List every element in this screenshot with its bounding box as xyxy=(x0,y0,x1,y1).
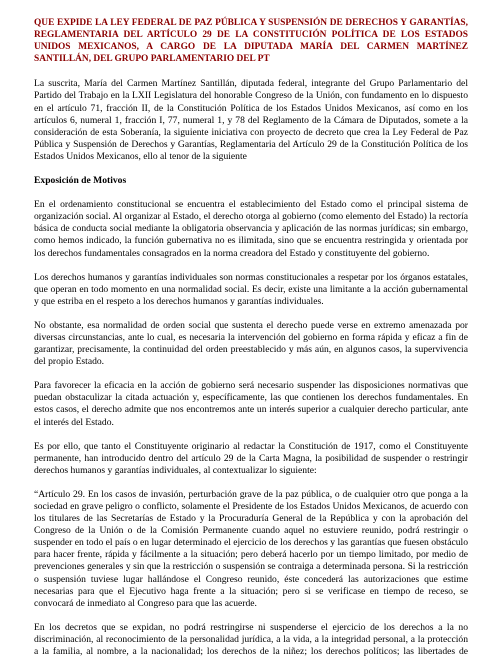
intro-paragraph: La suscrita, María del Carmen Martínez Santillán, diputada federal, integrante del Grupo Parlamentario del Partido del Trabajo en la LXII Legislatura del honorable Congreso de la Unión, con fundamento en lo dispuesto en el artículo 71, fracción II, de la Constitución Política de los Estados Unidos Mexicanos, así como en los artículos 6, numeral 1, fracción I, 77, numeral 1, y 78 del Reglamento de la Cámara de Diputados, somete a la consideración de esta Soberanía, la siguiente iniciativa con proyecto de decreto que crea la Ley Federal de Paz Pública y Suspensión de Derechos y Garantías, Reglamentaria del Artículo 29 de la Constitución Política de los Estados Unidos Mexicanos, ello al tenor de la siguiente xyxy=(34,78,468,162)
document-title: QUE EXPIDE LA LEY FEDERAL DE PAZ PÚBLICA Y SUSPENSIÓN DE DERECHOS Y GARANTÍAS, REGLAMENTARIA DEL ARTÍCULO 29 DE LA CONSTITUCIÓN POLÍTICA DE LOS ESTADOS UNIDOS MEXICANOS, A CARGO DE LA DIPUTADA MARÍA DEL CARMEN MARTÍNEZ SANTILLÁN, DEL GRUPO PARLAMENTARIO DEL PT xyxy=(34,18,468,65)
section-heading: Exposición de Motivos xyxy=(34,175,127,187)
body-paragraph: En el ordenamiento constitucional se encuentra el establecimiento del Estado como el principal sistema de organización social. Al organizar al Estado, el derecho otorga al gobierno (como elemento del Estado) la rectoría básica de conducta social mediante la obligatoria observancia y aplicación de las normas jurídicas; sin embargo, como hemos indicado, la función gubernativa no es ilimitada, sino que se encuentra restringida y orientada por los derechos fundamentales consagrados en la norma creadora del Estado y constituyente del gobierno. xyxy=(34,199,468,259)
body-paragraph: Es por ello, que tanto el Constituyente originario al redactar la Constitución de 1917, como el Constituyente permanente, han introducido dentro del artículo 29 de la Carta Magna, la posibilidad de suspender o restringir derechos humanos y garantías individuales, al contextualizar lo siguiente: xyxy=(34,440,468,476)
body-paragraph: En los decretos que se expidan, no podrá restringirse ni suspenderse el ejercicio de los derechos a la no discriminación, al reconocimiento de la personalidad jurídica, a la vida, a la integridad personal, a la protección a la familia, al nombre, a la nacionalidad; los derechos de la niñez; los derechos políticos; las libertades de xyxy=(34,621,468,658)
body-paragraph: Los derechos humanos y garantías individuales son normas constitucionales a respetar por los órganos estatales, que operan en todo momento en una normalidad social. Es decir, existe una limitante a la acción gubernamental y que estriba en el respeto a los derechos humanos y garantías individuales. xyxy=(34,271,468,307)
quoted-article-paragraph: “Artículo 29. En los casos de invasión, perturbación grave de la paz pública, o de cualquier otro que ponga a la sociedad en grave peligro o conflicto, solamente el Presidente de los Estados Unidos Mexicanos, de acuerdo con los titulares de las Secretarías de Estado y la Procuraduría General de la República y con la aprobación del Congreso de la Unión o de la Comisión Permanente cuando aquel no estuviere reunido, podrá restringir o suspender en todo el país o en lugar determinado el ejercicio de los derechos y las garantías que fuesen obstáculo para hacer frente, rápida y fácilmente a la situación; pero deberá hacerlo por un tiempo limitado, por medio de prevenciones generales y sin que la restricción o suspensión se contraiga a determinada persona. Si la restricción o suspensión tuviese lugar hallándose el Congreso reunido, éste concederá las autorizaciones que estime necesarias para que el Ejecutivo haga frente a la situación; pero si se verificase en tiempo de receso, se convocará de inmediato al Congreso para que las acuerde. xyxy=(34,488,468,609)
body-paragraph: Para favorecer la eficacia en la acción de gobierno será necesario suspender las disposiciones normativas que puedan obstaculizar la citada actuación y, específicamente, las que contienen los derechos fundamentales. En estos casos, el derecho admite que nos encontremos ante un interés superior a cualquier derecho particular, ante el interés del Estado. xyxy=(34,380,468,428)
body-paragraph: No obstante, esa normalidad de orden social que sustenta el derecho puede verse en extremo amenazada por diversas circunstancias, ante lo cual, es necesaria la intervención del gobierno en forma rápida y eficaz a fin de garantizar, precisamente, la continuidad del orden preestablecido y más aún, en algunos casos, la supervivencia del propio Estado. xyxy=(34,319,468,368)
